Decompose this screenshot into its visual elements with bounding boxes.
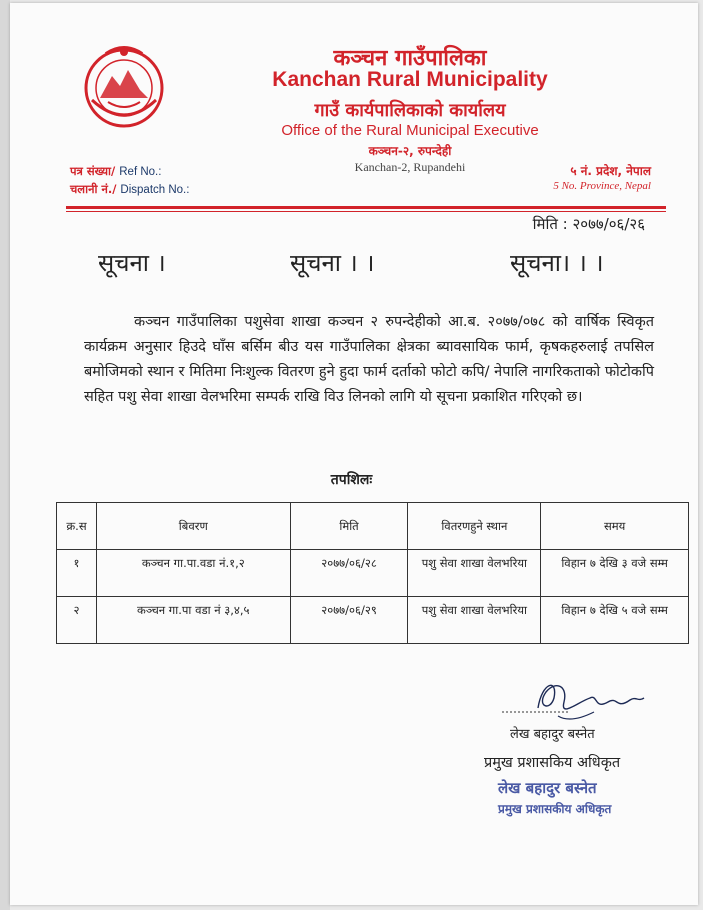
table-cell: २	[57, 597, 97, 644]
office-name-en: Office of the Rural Municipal Executive	[281, 122, 539, 139]
schedule-title: तपशिलः	[330, 472, 373, 488]
notice-heading-1: सूचना ।	[98, 249, 166, 277]
column-header: क्र.स	[57, 503, 97, 550]
table-cell: विहान ७ देखि ५ वजे सम्म	[541, 597, 689, 644]
office-name-np: गाउँ कार्यपालिकाको कार्यालय	[314, 100, 506, 121]
ref-label-en: Ref No.:	[119, 166, 162, 178]
stamp-name: लेख बहादुर बस्नेत	[498, 779, 597, 797]
table-cell: कञ्चन गा.पा.वडा नं.१,२	[96, 550, 290, 597]
ref-label-np: पत्र संख्या/	[70, 164, 116, 178]
signatory-title: प्रमुख प्रशासकिय अधिकृत	[484, 755, 621, 771]
table-row	[57, 597, 689, 644]
dispatch-number-label	[70, 182, 189, 197]
header-divider-thin	[66, 211, 666, 212]
municipality-name-en: Kanchan Rural Municipality	[272, 68, 548, 91]
signatory-name: लेख बहादुर बस्नेत	[510, 727, 595, 742]
ref-number-label	[70, 164, 161, 179]
province-np: ५ नं. प्रदेश, नेपाल	[570, 164, 651, 178]
scan-shadow	[0, 0, 10, 910]
table-cell: पशु सेवा शाखा वेलभरिया	[408, 550, 541, 597]
column-header: समय	[541, 503, 689, 550]
table-cell: १	[57, 550, 97, 597]
column-header: बिवरण	[96, 503, 290, 550]
notice-heading-2: सूचना । ।	[290, 249, 375, 277]
table-cell: २०७७/०६/२८	[290, 550, 408, 597]
stamp-title: प्रमुख प्रशासकीय अधिकृत	[498, 802, 612, 816]
province-en: 5 No. Province, Nepal	[553, 180, 651, 192]
table-cell: कञ्चन गा.पा वडा नं ३,४,५	[96, 597, 290, 644]
distribution-schedule-table	[56, 502, 689, 644]
notice-heading-3: सूचना। । ।	[510, 249, 604, 277]
notice-body: कञ्चन गाउँपालिका पशुसेवा शाखा कञ्चन २ रुपन्देहीको आ.ब. २०७७/०७८ को वार्षिक स्विकृत कार्यक्रम अनुसार हिउदे घाँस बर्सिम बीउ यस गाउँपालिका क्षेत्रका ब्यावसायिक फार्म, कृषकहरुलाई तपसिल बमोजिमको स्थान र मितिमा निःशुल्क वितरण हुने हुदा फार्म दर्ताको फोटो कपि/ नेपालि नागरिकताको फोटोकपि सहित पशु सेवा शाखा वेलभरिमा सम्पर्क राखि विउ लिनको लागि यो सूचना प्रकाशित गरिएको छ।	[84, 314, 654, 405]
address-en: Kanchan-2, Rupandehi	[354, 160, 466, 174]
handwritten-signature	[498, 672, 648, 730]
header-divider-thick	[66, 206, 666, 209]
dispatch-label-np: चलानी नं./	[70, 182, 117, 196]
municipality-name-np: कञ्चन गाउँपालिका	[333, 46, 487, 71]
table-cell: विहान ७ देखि ३ वजे सम्म	[541, 550, 689, 597]
table-row	[57, 550, 689, 597]
table-header-row	[57, 503, 689, 550]
address-np: कञ्चन-२, रुपन्देही	[368, 144, 452, 158]
column-header: वितरणहुने स्थान	[408, 503, 541, 550]
table-cell: २०७७/०६/२९	[290, 597, 408, 644]
document-date: मिति : २०७७/०६/२६	[532, 215, 645, 233]
nepal-government-emblem-icon	[78, 40, 170, 132]
column-header: मिति	[290, 503, 408, 550]
dispatch-label-en: Dispatch No.:	[120, 184, 190, 196]
table-cell: पशु सेवा शाखा वेलभरिया	[408, 597, 541, 644]
